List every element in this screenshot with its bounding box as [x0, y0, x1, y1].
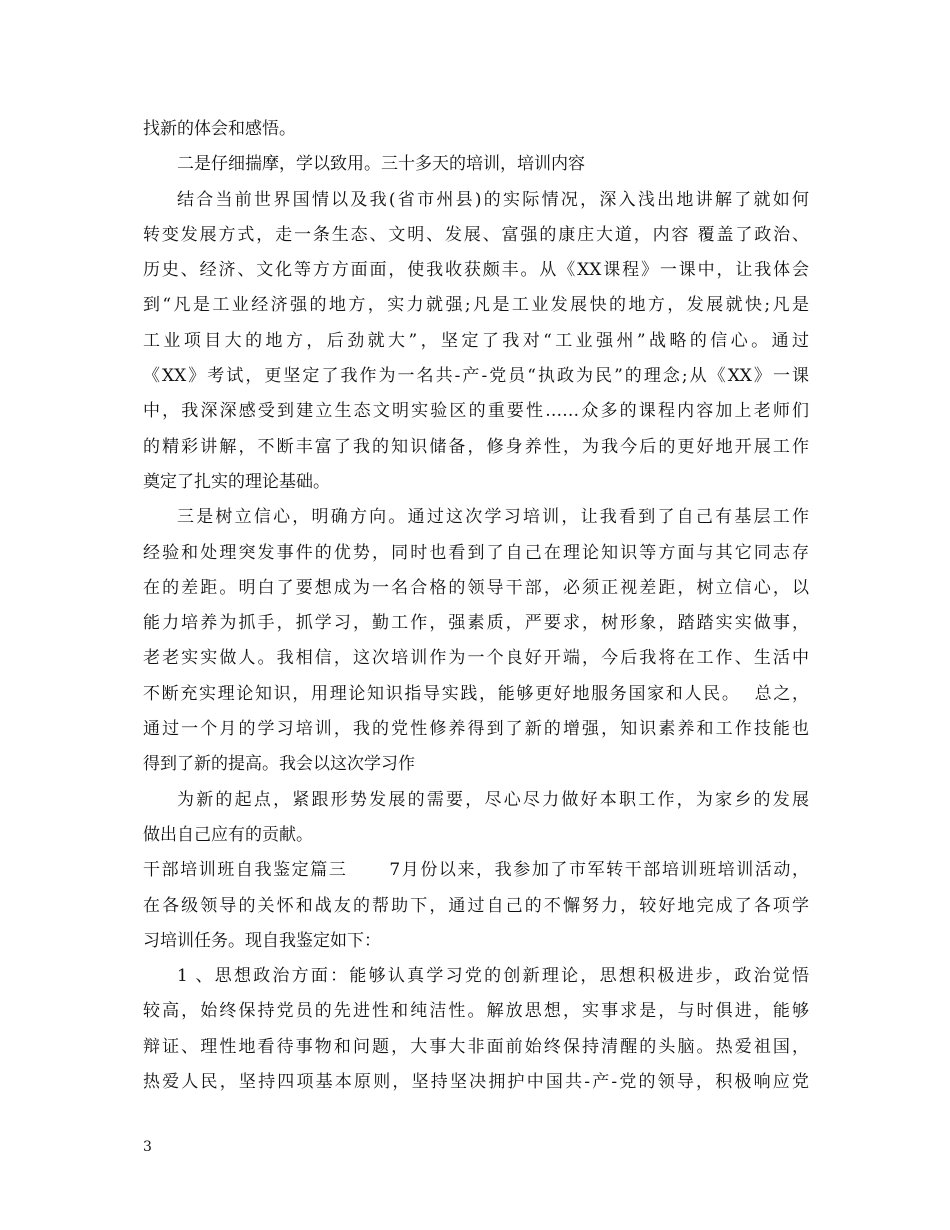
text-line: 为新的起点，紧跟形势发展的需要，尽心尽力做好本职工作，为家乡的发展 — [177, 789, 809, 810]
text-line: 不断充实理论知识，用理论知识指导实践，能够更好地服务国家和人民。 总之， — [143, 683, 809, 704]
text-line: 通过一个月的学习培训，我的党性修养得到了新的增强，知识素养和工作技能也 — [143, 719, 809, 740]
text-line: 1 、思想政治方面：能够认真学习党的创新理论，思想积极进步，政治觉悟 — [177, 966, 809, 987]
text-line: 老老实实做人。我相信，这次培训作为一个良好开端，今后我将在工作、生活中 — [143, 648, 809, 669]
page-number: 3 — [143, 1139, 152, 1155]
text-line: 干部培训班自我鉴定篇三 7月份以来，我参加了市军转干部培训班培训活动， — [143, 860, 809, 881]
text-line: 习培训任务。现自我鉴定如下： — [143, 930, 381, 951]
text-line: 得到了新的提高。我会以这次学习作 — [143, 754, 415, 775]
text-line: 在各级领导的关怀和战友的帮助下，通过自己的不懈努力，较好地完成了各项学 — [143, 895, 809, 916]
text-line: 辩证、理性地看待事物和问题，大事大非面前始终保持清醒的头脑。热爱祖国， — [143, 1036, 809, 1057]
text-line: 结合当前世界国情以及我(省市州县)的实际情况，深入浅出地讲解了就如何 — [177, 189, 809, 210]
document-body — [143, 112, 809, 1100]
text-line: 中，我深深感受到建立生态文明实验区的重要性……众多的课程内容加上老师们 — [143, 401, 809, 422]
text-line: 三是树立信心，明确方向。通过这次学习培训，让我看到了自己有基层工作 — [177, 507, 809, 528]
text-line: 热爱人民，坚持四项基本原则，坚持坚决拥护中国共-产-党的领导，积极响应党 — [143, 1072, 809, 1093]
text-line: 历史、经济、文化等方方面面，使我收获颇丰。从《XX课程》一课中，让我体会 — [143, 260, 809, 281]
text-line: 的精彩讲解，不断丰富了我的知识储备，修身养性，为我今后的更好地开展工作 — [143, 436, 809, 457]
text-line: 做出自己应有的贡献。 — [143, 824, 313, 845]
text-line: 较高，始终保持党员的先进性和纯洁性。解放思想，实事求是，与时俱进，能够 — [143, 1001, 809, 1022]
text-line: 工业项目大的地方，后劲就大”，坚定了我对“工业强州”战略的信心。通过 — [143, 330, 809, 351]
text-line: 经验和处理突发事件的优势，同时也看到了自己在理论知识等方面与其它同志存 — [143, 542, 809, 563]
text-line: 找新的体会和感悟。 — [143, 119, 296, 139]
text-line: 在的差距。明白了要想成为一名合格的领导干部，必须正视差距，树立信心，以 — [143, 577, 809, 598]
text-line: 奠定了扎实的理论基础。 — [143, 471, 330, 492]
text-line: 到“凡是工业经济强的地方，实力就强;凡是工业发展快的地方，发展就快;凡是 — [143, 295, 809, 316]
text-line: 二是仔细揣摩，学以致用。三十多天的培训，培训内容 — [177, 154, 585, 175]
text-line: 转变发展方式，走一条生态、文明、发展、富强的康庄大道，内容 覆盖了政治、 — [143, 224, 809, 245]
text-line: 能力培养为抓手，抓学习，勤工作，强素质，严要求，树形象，踏踏实实做事， — [143, 613, 809, 634]
text-line: 《XX》考试，更坚定了我作为一名共-产-党员“执政为民”的理念;从《XX》一课 — [143, 366, 809, 387]
